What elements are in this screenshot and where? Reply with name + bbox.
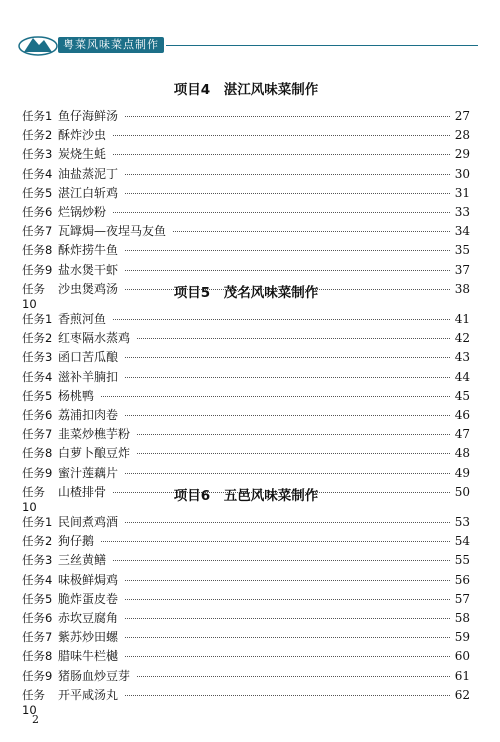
toc-entry[interactable] [22,329,470,348]
toc-entry[interactable] [22,203,470,222]
toc-entry[interactable] [22,444,470,463]
dish-name: 山楂排骨 [58,484,107,499]
toc-entry[interactable] [22,126,470,145]
dot-leader [125,193,450,194]
task-number: 任务1 [22,109,53,123]
page-ref: 48 [454,446,470,461]
section-project-6 [22,482,470,717]
header-rule [166,45,478,46]
dot-leader [137,338,450,339]
section-title: 项目6 五邑风味菜制作 [173,488,319,504]
dot-leader [113,135,450,136]
toc-entry[interactable] [22,571,470,590]
dish-name: 紫苏炒田螺 [58,630,119,645]
task-number: 任务3 [22,553,53,568]
task-number: 任务5 [22,591,53,606]
section-title: 项目4 湛江风味菜制作 [173,82,319,98]
task-number: 任务4 [22,369,53,384]
page-ref: 53 [454,515,470,529]
toc-entry[interactable] [22,628,470,647]
task-number: 任务8 [22,243,53,258]
page-ref: 57 [454,591,470,606]
task-number: 任务2 [22,331,53,346]
toc-entry[interactable] [22,241,470,260]
task-number: 任务10 [22,484,45,514]
section-title: 项目5 茂名风味菜制作 [173,285,319,301]
page-ref: 45 [454,388,470,403]
dot-leader [101,396,450,397]
page-ref: 38 [454,281,470,296]
dish-name: 盐水煲干虾 [58,262,119,277]
task-number: 任务9 [22,668,53,683]
dot-leader [113,560,450,561]
running-header [18,30,478,60]
task-number: 任务8 [22,446,53,461]
dish-name: 滋补羊腩扣 [58,369,119,384]
toc-entry[interactable] [22,551,470,570]
dot-leader [125,116,450,117]
dish-name: 烂锅炒粉 [58,204,107,219]
task-number: 任务5 [22,185,53,200]
dot-leader [125,270,450,271]
toc-entry[interactable] [22,667,470,686]
dish-name: 猪肠血炒豆芽 [58,668,131,683]
dish-name: 蜜汁莲藕片 [58,465,119,480]
toc-entry[interactable] [22,387,470,406]
dot-leader [173,231,450,232]
task-number: 任务10 [22,281,45,311]
dot-leader [125,637,450,638]
dot-leader [137,676,450,677]
task-number: 任务6 [22,407,53,422]
page-ref: 37 [454,262,470,277]
page-ref: 34 [454,224,470,239]
dish-name: 赤坎豆腐角 [58,610,119,625]
dot-leader [125,522,450,523]
page-ref: 31 [454,185,470,200]
dish-name: 开平咸汤丸 [58,687,119,702]
task-number: 任务4 [22,166,53,181]
dish-name: 油盐蒸泥丁 [58,166,119,181]
toc-entry[interactable] [22,165,470,184]
page-ref: 28 [454,128,470,143]
dish-name: 瓦罉焗—夜埕马友鱼 [58,224,167,239]
toc-entry[interactable] [22,261,470,280]
task-number: 任务7 [22,224,53,239]
page-ref: 61 [454,668,470,683]
task-number: 任务3 [22,147,53,162]
page-ref: 50 [454,484,470,499]
toc-entry[interactable] [22,406,470,425]
section-project-5 [22,279,470,514]
task-number: 任务5 [22,388,53,403]
page-ref: 60 [454,649,470,664]
dot-leader [125,599,450,600]
toc-entry[interactable] [22,310,470,329]
header-title: 粤菜风味菜点制作 [58,37,164,53]
toc-entry[interactable] [22,532,470,551]
page-ref: 49 [454,465,470,480]
toc-entry[interactable] [22,348,470,367]
task-number: 任务6 [22,610,53,625]
dish-name: 白萝卜酿豆炸 [58,446,131,461]
page-ref: 47 [454,427,470,442]
dish-name: 韭菜炒樵芋粉 [58,427,131,442]
dish-name: 酥炸沙虫 [58,128,107,143]
page-ref: 35 [454,243,470,258]
toc-entry[interactable] [22,184,470,203]
page-number: 2 [32,713,39,726]
page-ref: 59 [454,630,470,645]
page-ref: 58 [454,610,470,625]
page-ref: 41 [454,312,470,326]
mountain-logo-icon [18,32,60,56]
task-number: 任务2 [22,534,53,549]
page-ref: 43 [454,350,470,365]
toc-entry[interactable] [22,686,470,717]
dot-leader [125,174,450,175]
task-number: 任务1 [22,312,53,326]
task-number: 任务7 [22,630,53,645]
dish-name: 沙虫煲鸡汤 [58,281,119,296]
page-ref: 44 [454,369,470,384]
dish-name: 湛江白斩鸡 [58,185,119,200]
toc-entry[interactable] [22,222,470,241]
dish-name: 酥炸捞牛鱼 [58,243,119,258]
toc-entry[interactable] [22,609,470,628]
page-ref: 55 [454,553,470,568]
toc-entry[interactable] [22,107,470,126]
toc-entry[interactable] [22,464,470,483]
task-number: 任务4 [22,572,53,587]
dish-name: 荔浦扣肉卷 [58,407,119,422]
dot-leader [125,357,450,358]
dot-leader [125,580,450,581]
toc-entry[interactable] [22,145,470,164]
task-number: 任务10 [22,687,45,717]
page-ref: 42 [454,331,470,346]
dish-name: 腊味牛栏樾 [58,649,119,664]
dish-name: 狗仔鹅 [58,534,95,549]
dot-leader [113,154,450,155]
dot-leader [113,212,450,213]
dot-leader [125,250,450,251]
dish-name: 脆炸蛋皮卷 [58,591,119,606]
toc-entry[interactable] [22,425,470,444]
dot-leader [101,541,450,542]
dot-leader [125,656,450,657]
section-project-4 [22,76,470,311]
dot-leader [125,473,450,474]
dot-leader [137,434,450,435]
task-number: 任务7 [22,427,53,442]
dish-name: 民间煮鸡酒 [58,515,119,529]
page-ref: 33 [454,204,470,219]
dish-name: 味极鲜焗鸡 [58,572,119,587]
page-ref: 46 [454,407,470,422]
toc-entry[interactable] [22,368,470,387]
dish-name: 鱼仔海鲜汤 [58,109,119,123]
dish-name: 香煎河鱼 [58,312,107,326]
toc-entry[interactable] [22,513,470,532]
task-number: 任务8 [22,649,53,664]
page-ref: 54 [454,534,470,549]
dish-name: 杨桃鸭 [58,388,95,403]
dish-name: 三丝黄鳝 [58,553,107,568]
page-ref: 30 [454,166,470,181]
page-ref: 29 [454,147,470,162]
dot-leader [125,695,450,696]
task-number: 任务2 [22,128,53,143]
page-ref: 62 [454,687,470,702]
toc-entry[interactable] [22,590,470,609]
task-number: 任务9 [22,262,53,277]
page-ref: 27 [454,109,470,123]
dot-leader [125,415,450,416]
dish-name: 炭烧生蚝 [58,147,107,162]
dot-leader [125,618,450,619]
task-number: 任务3 [22,350,53,365]
task-number: 任务1 [22,515,53,529]
task-number: 任务6 [22,204,53,219]
dot-leader [125,377,450,378]
dish-name: 红枣隔水蒸鸡 [58,331,131,346]
task-number: 任务9 [22,465,53,480]
page-ref: 56 [454,572,470,587]
dot-leader [113,319,450,320]
dot-leader [137,453,450,454]
toc-entry[interactable] [22,647,470,666]
dish-name: 函口苦瓜酿 [58,350,119,365]
